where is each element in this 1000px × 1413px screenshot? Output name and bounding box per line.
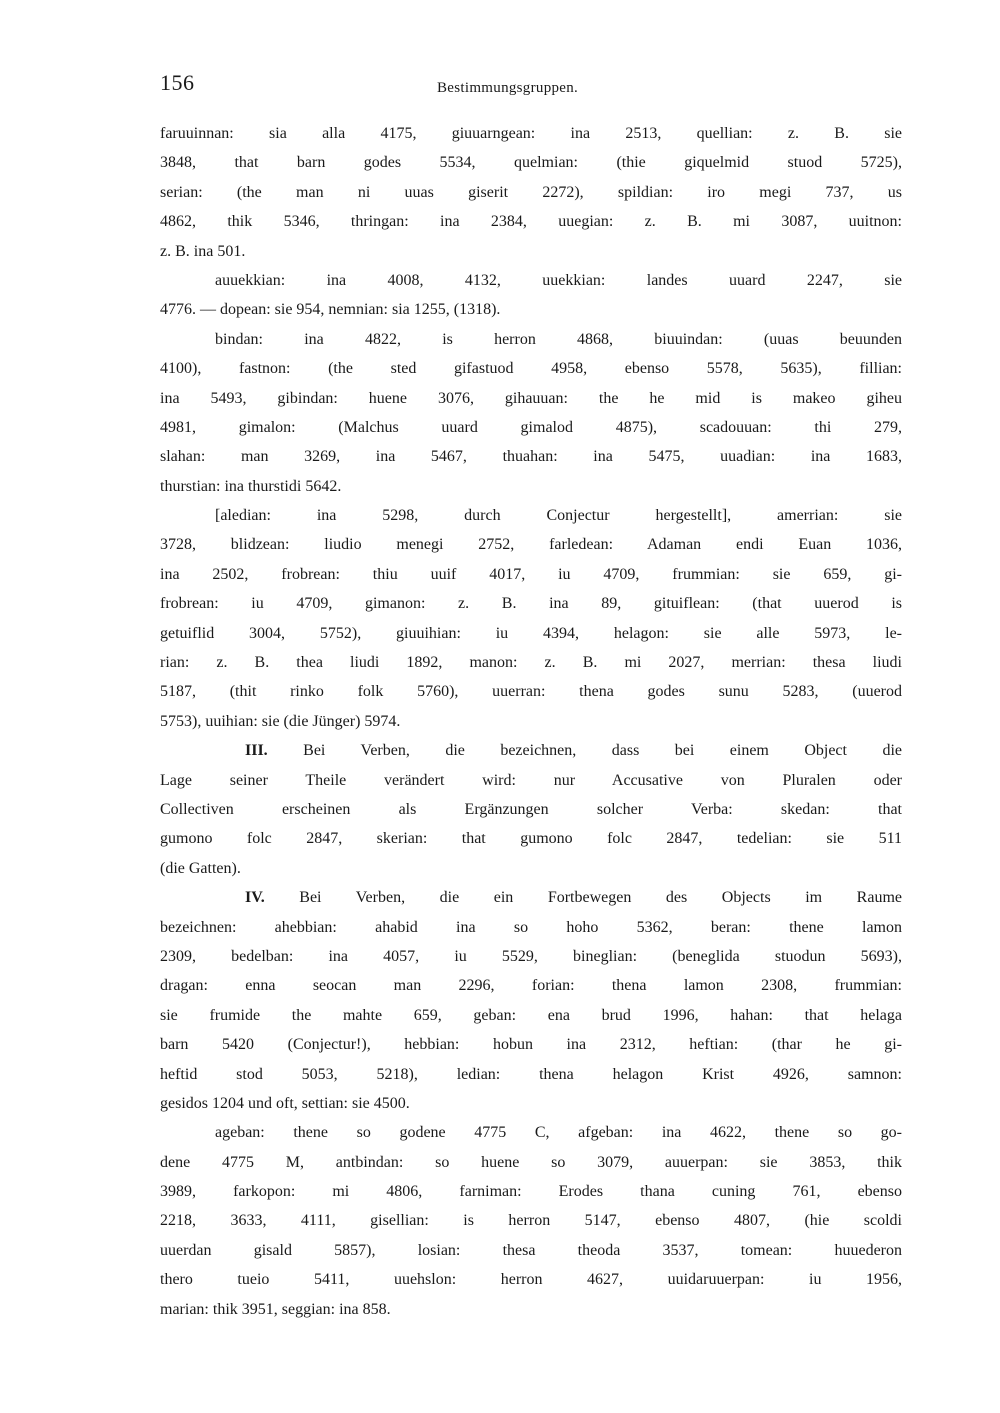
- page-body: [160, 125, 902, 1330]
- text-line: sie frumide the mahte 659, geban: ena brud 1996, hahan: that helaga: [160, 1006, 902, 1024]
- page-number: 156: [160, 70, 195, 95]
- text-line: barn 5420 (Conjectur!), hebbian: hobun ina 2312, heftian: (thar he gi-: [160, 1036, 902, 1054]
- section-IV: [160, 889, 902, 1124]
- text-line: [aledian: ina 5298, durch Conjectur hergestellt], amerrian: sie: [215, 507, 902, 525]
- text-line: auuekkian: ina 4008, 4132, uuekkian: landes uuard 2247, sie: [215, 271, 902, 289]
- text-line: serian: (the man ni uuas giserit 2272), spildian: iro megi 737, us: [160, 183, 902, 201]
- text-line: bindan: ina 4822, is herron 4868, biuuindan: (uuas beuunden: [215, 330, 902, 348]
- text-line: IV. Bei Verben, die ein Fortbewegen des Objects im Raume: [245, 889, 902, 907]
- text-line: ina 5493, gibindan: huene 3076, gihauuan: the he mid is makeo giheu: [160, 389, 902, 407]
- text-line: 3728, blidzean: liudio menegi 2752, farledean: Adaman endi Euan 1036,: [160, 536, 902, 554]
- paragraph-faruuinnan: [160, 125, 902, 272]
- text-line: 2218, 3633, 4111, gisellian: is herron 5147, ebenso 4807, (hie scoldi: [160, 1212, 902, 1230]
- text-line: marian: thik 3951, seggian: ina 858.: [160, 1300, 391, 1318]
- text-line: dragan: enna seocan man 2296, forian: thena lamon 2308, frummian:: [160, 977, 902, 995]
- text-line: ageban: thene so godene 4775 C, afgeban: ina 4622, thene so go-: [215, 1124, 902, 1142]
- text-line: thero tueio 5411, uuehslon: herron 4627, uuidaruuerpan: iu 1956,: [160, 1271, 902, 1289]
- text-line: 4100), fastnon: (the sted gifastuod 4958, ebenso 5578, 5635), fillian:: [160, 360, 902, 378]
- text-line: 4862, thik 5346, thringan: ina 2384, uuegian: z. B. mi 3087, uuitnon:: [160, 213, 902, 231]
- paragraph-bindan: [160, 331, 902, 507]
- text-line: 5187, (thit rinko folk 5760), uuerran: thena godes sunu 5283, (uuerod: [160, 683, 902, 701]
- text-line: 5753), uuihian: sie (die Jünger) 5974.: [160, 712, 401, 730]
- text-line: frobrean: iu 4709, gimanon: z. B. ina 89, gituiflean: (that uuerod is: [160, 595, 902, 613]
- text-line: bezeichnen: ahebbian: ahabid ina so hoho 5362, beran: thene lamon: [160, 918, 902, 936]
- paragraph-auuekkian: [160, 272, 902, 331]
- text-line: 4981, gimalon: (Malchus uuard gimalod 4875), scadouuan: thi 279,: [160, 418, 902, 436]
- text-line: 3848, that barn godes 5534, quelmian: (thie giquelmid stuod 5725),: [160, 154, 902, 172]
- text-line: ina 2502, frobrean: thiu uuif 4017, iu 4709, frummian: sie 659, gi-: [160, 565, 902, 583]
- text-line: slahan: man 3269, ina 5467, thuahan: ina 5475, uuadian: ina 1683,: [160, 448, 902, 466]
- text-line: heftid stod 5053, 5218), ledian: thena helagon Krist 4926, samnon:: [160, 1065, 902, 1083]
- text-line: getuiflid 3004, 5752), giuuihian: iu 4394, helagon: sie alle 5973, le-: [160, 624, 902, 642]
- text-line: 3989, farkopon: mi 4806, farniman: Erodes thana cuning 761, ebenso: [160, 1183, 902, 1201]
- text-line: Collectiven erscheinen als Ergänzungen solcher Verba: skedan: that: [160, 800, 902, 818]
- text-line: 4776. — dopean: sie 954, nemnian: sia 1255, (1318).: [160, 301, 501, 319]
- text-line: III. Bei Verben, die bezeichnen, dass bei einem Object die: [245, 742, 902, 760]
- paragraph-aledian: [160, 507, 902, 742]
- paragraph-ageban: [160, 1124, 902, 1330]
- text-line: faruuinnan: sia alla 4175, giuuarngean: ina 2513, quellian: z. B. sie: [160, 125, 902, 142]
- text-line: thurstian: ina thurstidi 5642.: [160, 477, 342, 495]
- text-line: gumono folc 2847, skerian: that gumono folc 2847, tedelian: sie 511: [160, 830, 902, 848]
- text-line: rian: z. B. thea liudi 1892, manon: z. B. mi 2027, merrian: thesa liudi: [160, 654, 902, 672]
- text-line: 2309, bedelban: ina 4057, iu 5529, bineglian: (beneglida stuodun 5693),: [160, 947, 902, 965]
- section-III: [160, 742, 902, 889]
- text-line: dene 4775 M, antbindan: so huene so 3079, auuerpan: sie 3853, thik: [160, 1153, 902, 1171]
- text-line: gesidos 1204 und oft, settian: sie 4500.: [160, 1094, 410, 1112]
- text-line: uuerdan gisald 5857), losian: thesa theoda 3537, tomean: huuederon: [160, 1241, 902, 1259]
- text-line: (die Gatten).: [160, 859, 241, 877]
- text-line: Lage seiner Theile verändert wird: nur Accusative von Pluralen oder: [160, 771, 902, 789]
- running-title: Bestimmungsgruppen.: [437, 80, 579, 96]
- text-line: z. B. ina 501.: [160, 242, 246, 260]
- page-header: [160, 70, 902, 100]
